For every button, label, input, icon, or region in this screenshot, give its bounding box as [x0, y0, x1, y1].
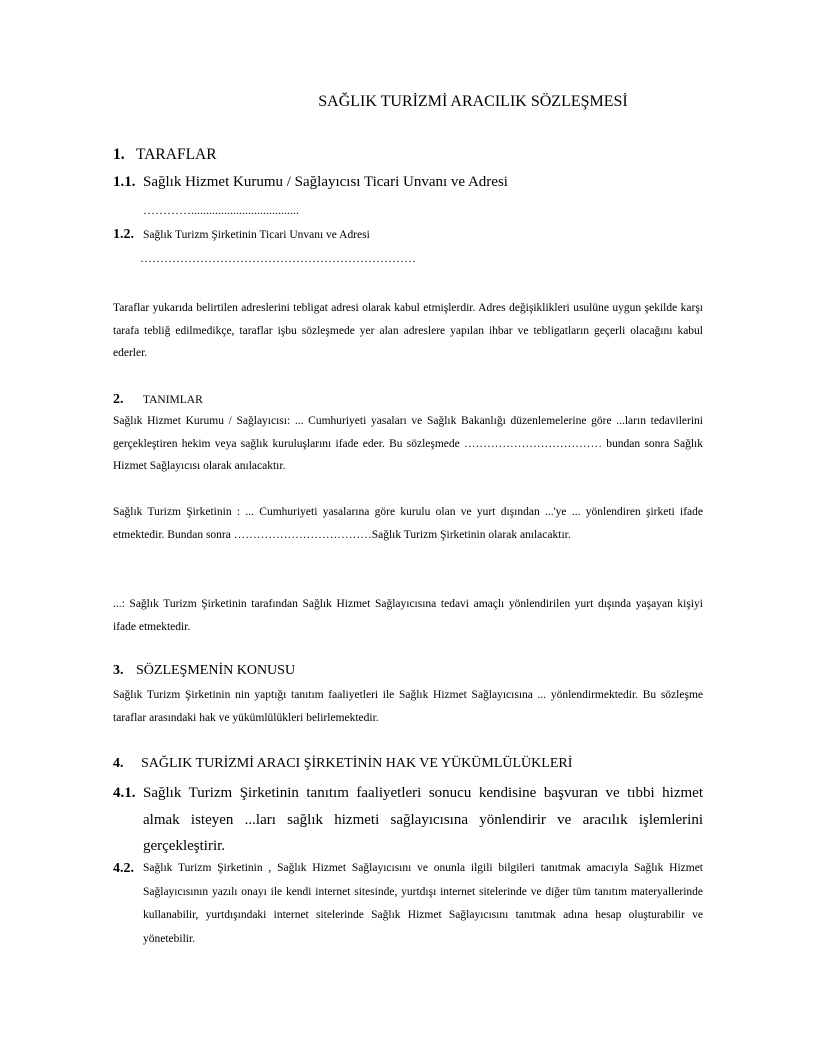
subject-paragraph: Sağlık Turizm Şirketinin nin yaptığı tanıtım faaliyetleri ile Sağlık Hizmet Sağlayıcısına ... yönlendirmektedir. Bu sözleşme taraflar arasındaki hak ve yükümlülükleri belirlemektedir. — [113, 689, 703, 724]
clause-1-1-blank: ………….................................... — [143, 203, 299, 217]
section-title: TARAFLAR — [136, 146, 217, 163]
clause-1-2 — [113, 227, 370, 243]
clause-number: 1.1. — [113, 174, 136, 190]
clause-number: 4.1. — [113, 785, 136, 801]
clause-text: Sağlık Hizmet Kurumu / Sağlayıcısı Ticari Unvanı ve Adresi — [143, 174, 508, 190]
clause-text: Sağlık Turizm Şirketinin tanıtım faaliyetleri sonucu kendisine başvuran ve tıbbi hizmet almak isteyen ...ları sağlık hizmeti sağlayıcısına yönlendirir ve aracılık işlemlerini gerçekleştirir. — [143, 785, 703, 854]
clause-number: 1.2. — [113, 227, 134, 242]
clause-1-2-blank: …………………………………………………………… — [140, 251, 416, 265]
clause-4-1 — [113, 780, 703, 860]
parties-paragraph: Taraflar yukarıda belirtilen adreslerini tebligat adresi olarak kabul etmişlerdir. Adres değişiklikleri usulüne uygun şekilde karşı tarafa tebliğ edilmedikçe, taraflar işbu sözleşmede yer alan adreslere yapılan ihbar ve tebligatların geçerli olacağını kabul ederler. — [113, 302, 703, 359]
clause-text: Sağlık Turizm Şirketinin Ticari Unvanı ve Adresi — [143, 229, 370, 241]
section-1-heading — [113, 146, 217, 164]
section-4-heading — [113, 756, 572, 772]
section-2-heading — [113, 392, 203, 408]
document-title: SAĞLIK TURİZMİ ARACILIK SÖZLEŞMESİ — [318, 93, 628, 110]
section-3-heading — [113, 663, 295, 679]
section-title: SAĞLIK TURİZMİ ARACI ŞİRKETİNİN HAK VE YÜKÜMLÜLÜKLERİ — [141, 756, 573, 771]
section-number: 4. — [113, 756, 124, 771]
section-title: TANIMLAR — [143, 394, 203, 406]
clause-1-1 — [113, 174, 508, 191]
section-title: SÖZLEŞMENİN KONUSU — [136, 663, 296, 678]
section-number: 1. — [113, 146, 125, 163]
section-number: 3. — [113, 663, 124, 678]
definition-patient: ...: Sağlık Turizm Şirketinin tarafından Sağlık Hizmet Sağlayıcısına tedavi amaçlı yönlendirilen yurt dışında yaşayan kişiyi ifade etmektedir. — [113, 598, 703, 633]
definition-company: Sağlık Turizm Şirketinin : ... Cumhuriyeti yasalarına göre kurulu olan ve yurt dışından ...'ye ... yönlendiren şirketi ifade etmektedir. Bundan sonra ………………………………Sağlık Turizm Şirketinin olarak anılacaktır. — [113, 506, 703, 541]
section-number: 2. — [113, 392, 124, 407]
clause-number: 4.2. — [113, 861, 134, 876]
clause-text: Sağlık Turizm Şirketinin , Sağlık Hizmet Sağlayıcısını ve onunla ilgili bilgileri tanıtmak amacıyla Sağlık Hizmet Sağlayıcısının yazılı onayı ile kendi internet sitesinde, yurtdışı internet sitelerinde ve diğer tüm tanıtım materyallerinde kullanabilir, yurtdışındaki internet sitelerinde Sağlık Hizmet Sağlayıcısını tanıtmak adına hesap oluşturabilir ve yönetebilir. — [143, 862, 703, 945]
clause-4-2 — [113, 857, 703, 951]
definition-provider: Sağlık Hizmet Kurumu / Sağlayıcısı: ... Cumhuriyeti yasaları ve Sağlık Bakanlığı düzenlemelerine göre ...ların tedavilerini gerçekleştiren hekim veya sağlık kuruluşlarını ifade eder. Bu sözleşmede ……………………………… bundan sonra Sağlık Hizmet Sağlayıcısı olarak anılacaktır. — [113, 415, 703, 472]
